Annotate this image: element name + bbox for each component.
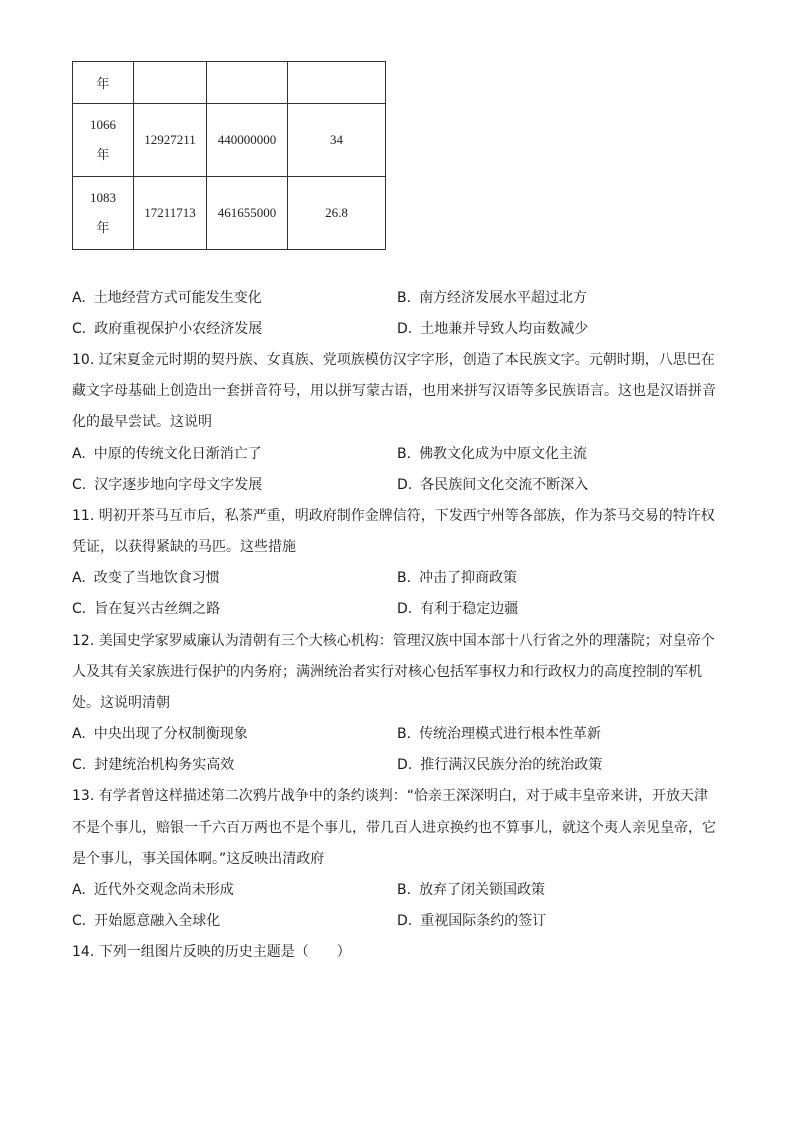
- q13-stem-line: 是个事儿，事关国体啊。”这反映出清政府: [72, 851, 325, 867]
- data-table: [72, 61, 386, 250]
- table-cell: [207, 62, 288, 104]
- q11-stem-line: 11. 明初开茶马互市后，私茶严重，明政府制作金牌信符，下发西宁州等各部族，作为茶马交易的特许权: [72, 508, 715, 524]
- q11-option-d[interactable]: D. 有利于稳定边疆: [397, 601, 519, 617]
- table-cell: 年: [73, 62, 134, 104]
- q12-stem-line: 12. 美国史学家罗威廉认为清朝有三个大核心机构：管理汉族中国本部十八行省之外的理藩院；对皇帝个: [72, 633, 715, 649]
- table-cell: 17211713: [134, 177, 207, 250]
- q13-option-d[interactable]: D. 重视国际条约的签订: [397, 913, 547, 929]
- table-cell: 461655000: [207, 177, 288, 250]
- q12-option-a[interactable]: A. 中央出现了分权制衡现象: [72, 726, 248, 742]
- q10-stem-line: 藏文字母基础上创造出一套拼音符号，用以拼写蒙古语，也用来拼写汉语等多民族语言。这也是汉语拼音: [72, 383, 716, 399]
- q10-option-d[interactable]: D. 各民族间文化交流不断深入: [397, 477, 589, 493]
- q12-option-c[interactable]: C. 封建统治机构务实高效: [72, 757, 235, 773]
- q13-option-c[interactable]: C. 开始愿意融入全球化: [72, 913, 221, 929]
- q13-option-a[interactable]: A. 近代外交观念尚未形成: [72, 882, 234, 898]
- q10-option-c[interactable]: C. 汉字逐步地向字母文字发展: [72, 477, 263, 493]
- q14-stem-line: 14. 下列一组图片反映的历史主题是（ ）: [72, 944, 351, 960]
- table-cell: 26.8: [288, 177, 386, 250]
- q13-option-b[interactable]: B. 放弃了闭关锁国政策: [397, 882, 546, 898]
- table-cell: 34: [288, 104, 386, 177]
- year-suffix: 年: [96, 147, 110, 162]
- q12-option-d[interactable]: D. 推行满汉民族分治的统治政策: [397, 757, 603, 773]
- q12-option-b[interactable]: B. 传统治理模式进行根本性革新: [397, 726, 602, 742]
- q10-stem-line: 10. 辽宋夏金元时期的契丹族、女真族、党项族模仿汉字字形，创造了本民族文字。元朝时期，八思巴在: [72, 352, 715, 368]
- q11-option-a[interactable]: A. 改变了当地饮食习惯: [72, 570, 220, 586]
- table-row: [73, 62, 386, 104]
- table-cell: [288, 62, 386, 104]
- q11-stem-line: 凭证，以获得紧缺的马匹。这些措施: [72, 539, 296, 555]
- q9-option-d[interactable]: D. 土地兼并导致人均亩数减少: [397, 321, 589, 337]
- q13-stem-line: 13. 有学者曾这样描述第二次鸦片战争中的条约谈判：“恰亲王深深明白，对于咸丰皇帝来讲，开放天津: [72, 788, 708, 804]
- year-value: 1083: [90, 190, 116, 205]
- q12-stem-line: 人及其有关家族进行保护的内务府；满洲统治者实行对核心包括军事权力和行政权力的高度控制的军机: [72, 664, 702, 680]
- q12-stem-line: 处。这说明清朝: [72, 695, 170, 711]
- q10-option-a[interactable]: A. 中原的传统文化日渐消亡了: [72, 446, 262, 462]
- year-cell: [73, 104, 134, 177]
- table-cell: 440000000: [207, 104, 288, 177]
- table-cell: [134, 62, 207, 104]
- year-value: 1066: [90, 117, 116, 132]
- q10-option-b[interactable]: B. 佛教文化成为中原文化主流: [397, 446, 588, 462]
- year-cell: [73, 177, 134, 250]
- q11-option-c[interactable]: C. 旨在复兴古丝绸之路: [72, 601, 221, 617]
- table-row: [73, 104, 386, 177]
- q9-option-a[interactable]: A. 土地经营方式可能发生变化: [72, 290, 262, 306]
- table-cell: 12927211: [134, 104, 207, 177]
- q9-option-b[interactable]: B. 南方经济发展水平超过北方: [397, 290, 588, 306]
- table-row: [73, 177, 386, 250]
- q11-option-b[interactable]: B. 冲击了抑商政策: [397, 570, 518, 586]
- q9-option-c[interactable]: C. 政府重视保护小农经济发展: [72, 321, 263, 337]
- q10-stem-line: 化的最早尝试。这说明: [72, 414, 212, 430]
- q13-stem-line: 不是个事儿，赔银一千六百万两也不是个事儿，带几百人进京换约也不算事儿，就这个夷人亲见皇帝，它: [72, 820, 716, 836]
- year-suffix: 年: [96, 220, 110, 235]
